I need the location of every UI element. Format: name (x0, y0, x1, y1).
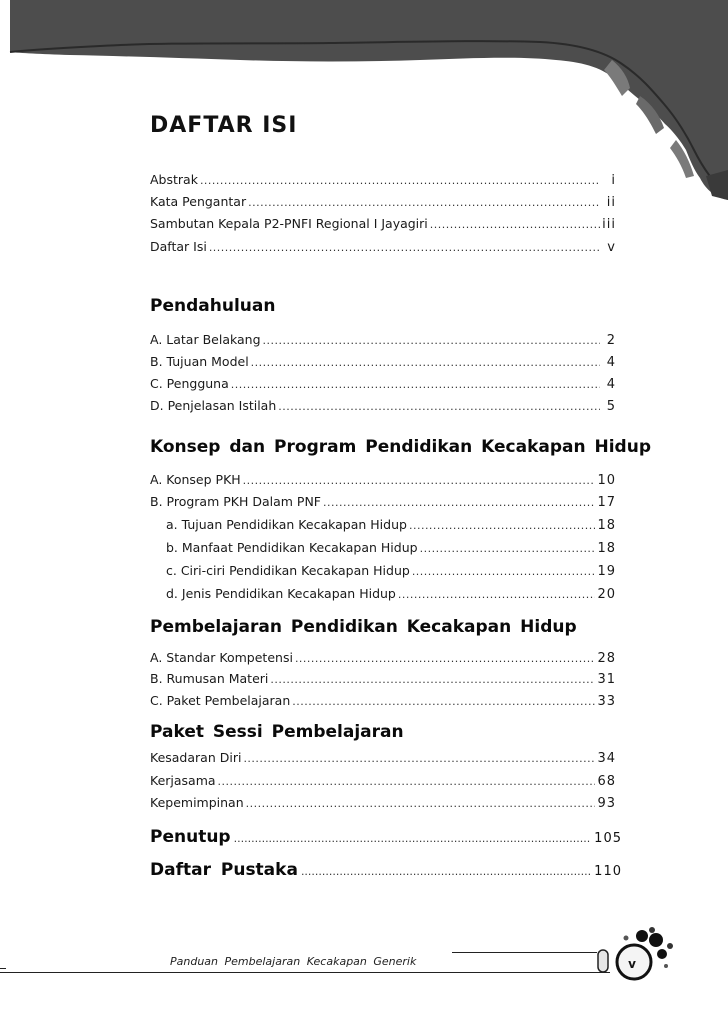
toc-page-number: iii (602, 217, 616, 232)
toc-entry-label: B. Program PKH Dalam PNF (150, 494, 321, 509)
toc-page-number: 93 (597, 796, 616, 811)
toc-page-number: 105 (594, 831, 622, 846)
toc-entry-label: c. Ciri-ciri Pendidikan Kecakapan Hidup (166, 563, 410, 578)
dot-leader (301, 865, 591, 878)
dot-leader (243, 750, 595, 768)
dot-leader (409, 517, 596, 535)
toc-entry-kata-pengantar[interactable] (150, 193, 616, 211)
dot-leader (263, 332, 600, 350)
toc-page-number: 18 (597, 541, 616, 556)
dot-leader (270, 671, 595, 689)
toc-entry-label: Sambutan Kepala P2-PNFI Regional I Jayagiri (150, 216, 428, 231)
toc-entry-label: b. Manfaat Pendidikan Kecakapan Hidup (166, 540, 418, 555)
dot-leader (248, 194, 600, 212)
toc-page-number: 17 (597, 495, 616, 510)
toc-entry[interactable] (150, 493, 616, 511)
toc-entry-label: D. Penjelasan Istilah (150, 398, 277, 413)
toc-entry-label: C. Paket Pembelajaran (150, 693, 291, 708)
toc-entry-abstrak[interactable] (150, 171, 616, 189)
toc-page-number: 68 (597, 774, 616, 789)
toc-page-number: 28 (597, 651, 616, 666)
toc-subentry[interactable] (166, 585, 616, 603)
toc-entry-label: Kerjasama (150, 773, 216, 788)
toc-entry-label: A. Latar Belakang (150, 332, 261, 347)
dot-leader (323, 494, 595, 512)
toc-page-number: i (611, 173, 616, 188)
section-title-pembelajaran[interactable]: Pembelajaran Pendidikan Kecakapan Hidup (150, 617, 577, 637)
toc-entry-daftar-pustaka[interactable] (150, 860, 622, 884)
toc-page-number: 18 (597, 518, 616, 533)
toc-entry-label: Daftar Isi (150, 239, 207, 254)
toc-subentry[interactable] (166, 516, 616, 534)
toc-entry-label: Kepemimpinan (150, 795, 244, 810)
page-title: DAFTAR ISI (150, 113, 298, 138)
toc-entry-sambutan[interactable] (150, 215, 616, 233)
toc-entry-label: B. Rumusan Materi (150, 671, 269, 686)
toc-entry[interactable] (150, 471, 616, 489)
toc-page-number: 10 (597, 473, 616, 488)
toc-entry-label: Kesadaran Diri (150, 750, 242, 765)
toc-entry[interactable] (150, 692, 616, 710)
dot-leader (209, 239, 600, 257)
toc-page-number: 34 (597, 751, 616, 766)
toc-entry-label: Daftar Pustaka (150, 860, 298, 880)
toc-page-number: 31 (597, 672, 616, 687)
dot-leader (412, 563, 596, 581)
dot-leader (243, 472, 596, 490)
toc-page-number: 4 (606, 377, 616, 392)
toc-page-number: 4 (606, 355, 616, 370)
toc-entry[interactable] (150, 375, 616, 393)
toc-page-number: 2 (606, 333, 616, 348)
toc-entry-label: C. Pengguna (150, 376, 229, 391)
dot-leader (234, 832, 592, 845)
dot-leader (246, 795, 596, 813)
page-number: v (628, 957, 636, 971)
toc-entry[interactable] (150, 649, 616, 667)
dot-leader (398, 586, 596, 604)
dot-leader (200, 172, 600, 190)
toc-entry-label: Abstrak (150, 172, 198, 187)
toc-page-number: 19 (597, 564, 616, 579)
dot-leader (295, 650, 596, 668)
toc-entry-label: Penutup (150, 827, 231, 847)
section-title-konsep[interactable]: Konsep dan Program Pendidikan Kecakapan Hidup (150, 437, 652, 457)
toc-page-number: 33 (597, 694, 616, 709)
toc-entry-label: Kata Pengantar (150, 194, 247, 209)
footer-baseline (0, 972, 610, 973)
section-title-paket-sessi[interactable]: Paket Sessi Pembelajaran (150, 722, 404, 742)
toc-entry-label: B. Tujuan Model (150, 354, 249, 369)
toc-entry[interactable] (150, 794, 616, 812)
footer-tick (0, 968, 6, 969)
dot-leader (420, 540, 596, 558)
toc-entry-label: d. Jenis Pendidikan Kecakapan Hidup (166, 586, 396, 601)
toc-entry-penutup[interactable] (150, 827, 622, 851)
dot-leader (231, 376, 600, 394)
toc-page-number: v (607, 240, 616, 255)
dot-leader (251, 354, 600, 372)
dot-leader (278, 398, 600, 416)
toc-entry-label: A. Konsep PKH (150, 472, 241, 487)
dot-leader (218, 773, 596, 791)
toc-page-number: 20 (597, 587, 616, 602)
toc-page-number: 110 (594, 864, 622, 879)
dot-leader (292, 693, 595, 711)
toc-entry[interactable] (150, 353, 616, 371)
toc-page-number: ii (606, 195, 616, 210)
toc-subentry[interactable] (166, 562, 616, 580)
toc-entry-daftar-isi[interactable] (150, 238, 616, 256)
footer-rule (452, 952, 597, 953)
section-title-pendahuluan[interactable]: Pendahuluan (150, 296, 276, 316)
toc-entry[interactable] (150, 749, 616, 767)
toc-entry-label: a. Tujuan Pendidikan Kecakapan Hidup (166, 517, 407, 532)
toc-entry[interactable] (150, 772, 616, 790)
toc-entry[interactable] (150, 670, 616, 688)
running-title: Panduan Pembelajaran Kecakapan Generik (170, 955, 417, 968)
toc-entry[interactable] (150, 331, 616, 349)
toc-subentry[interactable] (166, 539, 616, 557)
dot-leader (430, 216, 600, 234)
toc-entry-label: A. Standar Kompetensi (150, 650, 293, 665)
toc-page-number: 5 (606, 399, 616, 414)
toc-entry[interactable] (150, 397, 616, 415)
